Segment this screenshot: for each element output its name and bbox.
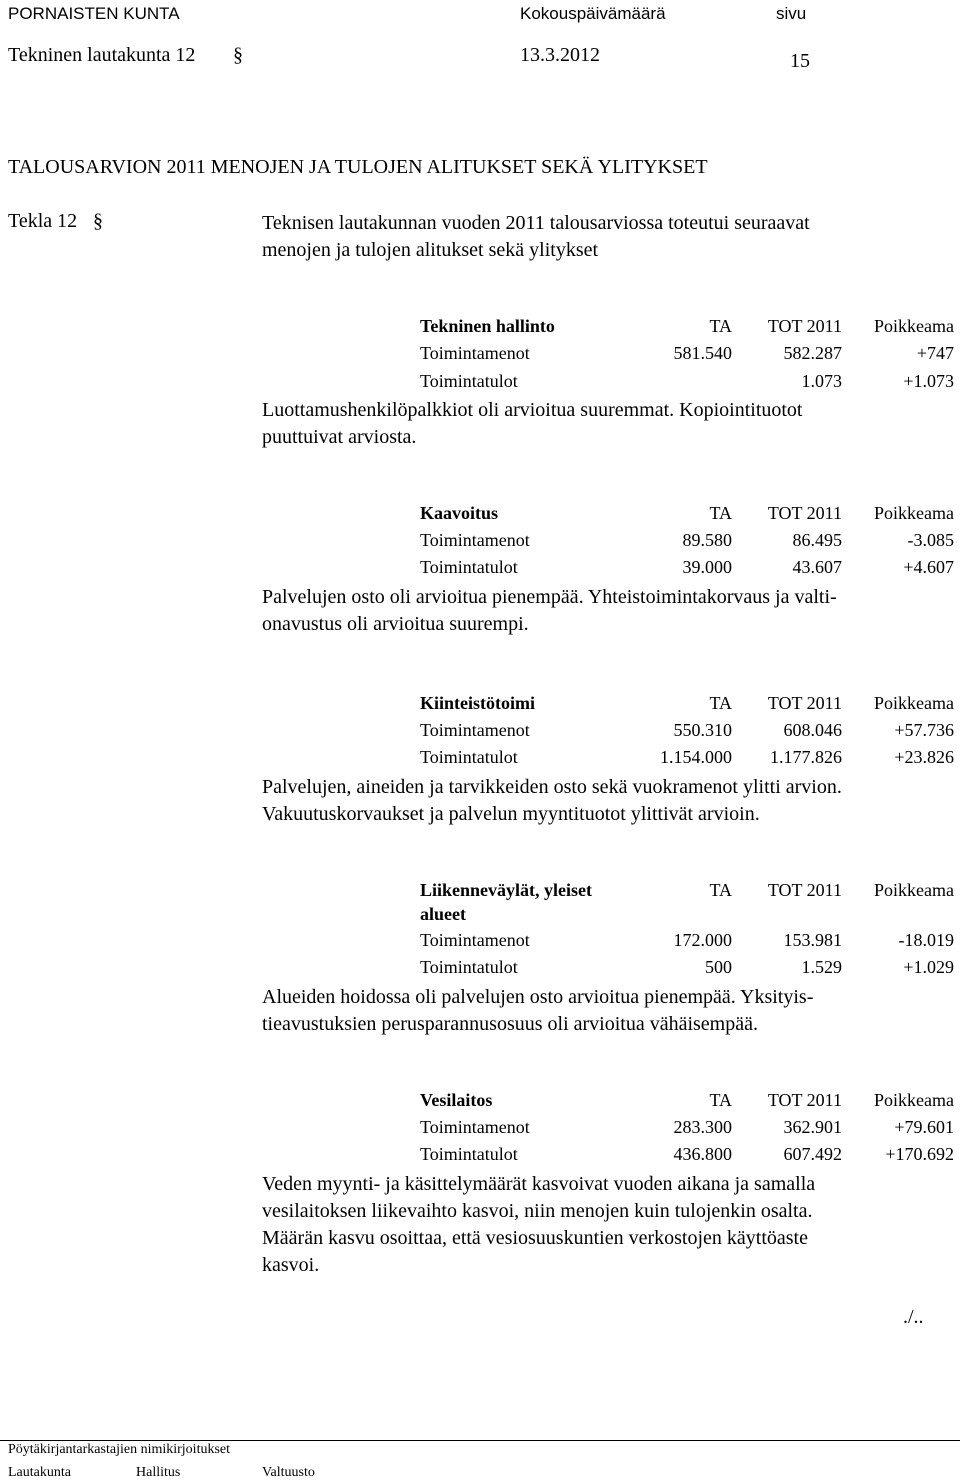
signature-label: Pöytäkirjantarkastajien nimikirjoitukset xyxy=(8,1442,231,1457)
value-tot: 86.495 xyxy=(792,530,842,550)
explanation-line: kasvoi. xyxy=(262,1254,320,1276)
column-tot: TOT 2011 xyxy=(767,693,842,713)
value-deviation: +57.736 xyxy=(894,720,954,740)
value-ta: 550.310 xyxy=(673,720,732,740)
row-label: Toimintatulot xyxy=(420,747,518,767)
value-ta: 1.154.000 xyxy=(660,747,732,767)
meeting-body: Tekninen lautakunta 12 xyxy=(8,44,196,66)
column-ta: TA xyxy=(709,880,732,900)
org-name: PORNAISTEN KUNTA xyxy=(8,4,180,23)
explanation-line: Alueiden hoidossa oli palvelujen osto arvioitua pienempää. Yksityis- xyxy=(262,986,814,1008)
footer-body-government: Hallitus xyxy=(136,1465,181,1480)
value-tot: 43.607 xyxy=(792,557,842,577)
column-ta: TA xyxy=(709,316,732,336)
value-deviation: +170.692 xyxy=(885,1144,954,1164)
section-title: Kaavoitus xyxy=(420,503,499,523)
item-section-sign: § xyxy=(93,210,103,232)
section-title: Liikenneväylät, yleiset xyxy=(420,880,592,900)
value-deviation: +1.073 xyxy=(903,371,954,391)
value-tot: 362.901 xyxy=(783,1117,842,1137)
value-deviation: +1.029 xyxy=(903,957,954,977)
row-label: Toimintatulot xyxy=(420,371,518,391)
column-ta: TA xyxy=(709,693,732,713)
column-deviation: Poikkeama xyxy=(874,1090,954,1110)
meeting-date: 13.3.2012 xyxy=(520,44,600,66)
value-tot: 607.492 xyxy=(783,1144,842,1164)
row-label: Toimintatulot xyxy=(420,1144,518,1164)
value-deviation: -18.019 xyxy=(898,930,954,950)
section-title-cont: alueet xyxy=(420,904,466,924)
column-ta: TA xyxy=(709,1090,732,1110)
column-deviation: Poikkeama xyxy=(874,316,954,336)
value-deviation: +4.607 xyxy=(903,557,954,577)
footer-body-council: Valtuusto xyxy=(262,1465,315,1480)
row-label: Toimintamenot xyxy=(420,1117,530,1137)
explanation-line: puuttuivat arviosta. xyxy=(262,426,417,448)
column-ta: TA xyxy=(709,503,732,523)
value-ta: 89.580 xyxy=(682,530,732,550)
date-label: Kokouspäivämäärä xyxy=(520,4,666,23)
explanation-line: Vakuutuskorvaukset ja palvelun myyntituotot ylittivät arvioin. xyxy=(262,803,760,825)
document-title: TALOUSARVION 2011 MENOJEN JA TULOJEN ALITUKSET SEKÄ YLITYKSET xyxy=(8,156,708,178)
intro-line-1: Teknisen lautakunnan vuoden 2011 talousarviossa toteutui seuraavat xyxy=(262,212,810,234)
intro-line-2: menojen ja tulojen alitukset sekä ylitykset xyxy=(262,239,599,261)
explanation-line: Luottamushenkilöpalkkiot oli arvioitua suuremmat. Kopiointituotot xyxy=(262,399,803,421)
value-deviation: +23.826 xyxy=(894,747,954,767)
value-ta: 39.000 xyxy=(682,557,732,577)
value-tot: 608.046 xyxy=(783,720,842,740)
value-deviation: +747 xyxy=(916,343,954,363)
value-ta: 172.000 xyxy=(673,930,732,950)
column-deviation: Poikkeama xyxy=(874,503,954,523)
value-deviation: +79.601 xyxy=(894,1117,954,1137)
value-ta: 581.540 xyxy=(673,343,732,363)
section-sign: § xyxy=(233,44,243,66)
footer-body-board: Lautakunta xyxy=(8,1465,71,1480)
column-tot: TOT 2011 xyxy=(767,503,842,523)
explanation-line: tieavustuksien perusparannusosuus oli arvioitua vähäisempää. xyxy=(262,1013,758,1035)
explanation-line: Palvelujen, aineiden ja tarvikkeiden osto sekä vuokramenot ylitti arvion. xyxy=(262,776,842,798)
explanation-line: vesilaitoksen liikevaihto kasvoi, niin menojen kuin tulojenkin osalta. xyxy=(262,1200,813,1222)
footer-rule xyxy=(0,1440,960,1441)
column-deviation: Poikkeama xyxy=(874,693,954,713)
page-number: 15 xyxy=(790,50,810,72)
continuation-mark: ./.. xyxy=(903,1306,924,1328)
item-label: Tekla 12 xyxy=(8,210,78,232)
column-tot: TOT 2011 xyxy=(767,316,842,336)
value-ta: 436.800 xyxy=(673,1144,732,1164)
row-label: Toimintamenot xyxy=(420,720,530,740)
value-deviation: -3.085 xyxy=(907,530,954,550)
section-title: Kiinteistötoimi xyxy=(420,693,535,713)
value-tot: 1.073 xyxy=(801,371,842,391)
value-tot: 1.177.826 xyxy=(770,747,842,767)
row-label: Toimintamenot xyxy=(420,530,530,550)
column-tot: TOT 2011 xyxy=(767,1090,842,1110)
value-tot: 1.529 xyxy=(801,957,842,977)
row-label: Toimintatulot xyxy=(420,957,518,977)
column-deviation: Poikkeama xyxy=(874,880,954,900)
value-ta: 500 xyxy=(705,957,732,977)
explanation-line: Palvelujen osto oli arvioitua pienempää. Yhteistoimintakorvaus ja valti- xyxy=(262,586,837,608)
value-tot: 582.287 xyxy=(783,343,842,363)
explanation-line: onavustus oli arvioitua suurempi. xyxy=(262,613,529,635)
row-label: Toimintatulot xyxy=(420,557,518,577)
section-title: Vesilaitos xyxy=(420,1090,493,1110)
section-title: Tekninen hallinto xyxy=(420,316,555,336)
value-tot: 153.981 xyxy=(783,930,842,950)
column-tot: TOT 2011 xyxy=(767,880,842,900)
page-label: sivu xyxy=(776,4,807,23)
row-label: Toimintamenot xyxy=(420,343,530,363)
row-label: Toimintamenot xyxy=(420,930,530,950)
explanation-line: Veden myynti- ja käsittelymäärät kasvoivat vuoden aikana ja samalla xyxy=(262,1173,816,1195)
value-ta: 283.300 xyxy=(673,1117,732,1137)
explanation-line: Määrän kasvu osoittaa, että vesiosuuskuntien verkostojen käyttöaste xyxy=(262,1227,808,1249)
